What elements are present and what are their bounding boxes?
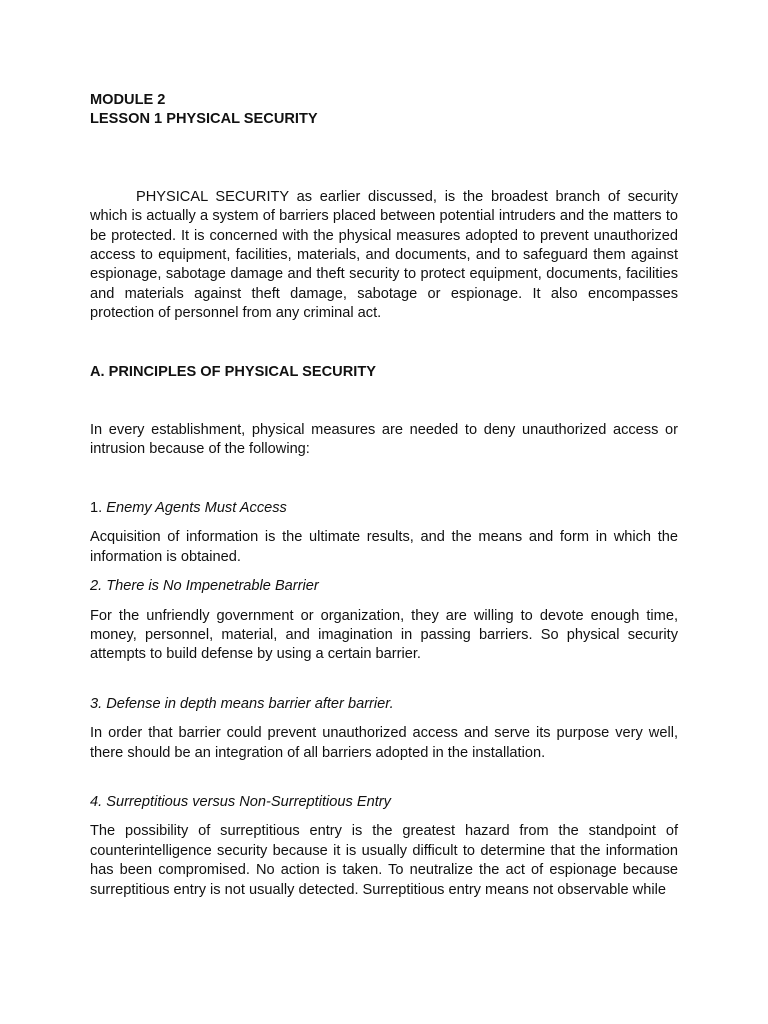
principle-2-body: For the unfriendly government or organization, they are willing to devote enough time, money, personnel, material, and imagination in passing barriers. So physical security attempts to build defense by using a certain barrier. bbox=[90, 607, 678, 663]
lesson-heading: LESSON 1 PHYSICAL SECURITY bbox=[90, 111, 318, 128]
principle-2-title: 2. There is No Impenetrable Barrier bbox=[90, 578, 319, 595]
principle-4-body: The possibility of surreptitious entry is the greatest hazard from the standpoint of counterintelligence security because it is usually difficult to determine that the information has been compromised. No action is taken. To neutralize the act of espionage because surreptitious entry is not usually detected. Surreptitious entry means not observable while bbox=[90, 823, 678, 898]
principle-3-body: In order that barrier could prevent unauthorized access and serve its purpose very well, there should be an integration of all barriers adopted in the installation. bbox=[90, 725, 678, 761]
principle-1-body: Acquisition of information is the ultimate results, and the means and form in which the information is obtained. bbox=[90, 529, 678, 565]
module-heading: MODULE 2 bbox=[90, 92, 166, 108]
principle-1-title bbox=[90, 499, 678, 518]
principle-1-number: 1. bbox=[90, 499, 103, 516]
section-a-lead: In every establishment, physical measures are needed to deny unauthorized access or intrusion because of the following: bbox=[90, 422, 678, 458]
principle-4-title: 4. Surreptitious versus Non-Surreptitious Entry bbox=[90, 793, 391, 810]
principle-3-title: 3. Defense in depth means barrier after barrier. bbox=[90, 695, 394, 712]
intro-paragraph: PHYSICAL SECURITY as earlier discussed, is the broadest branch of security which is actually a system of barriers placed between potential intruders and the matters to be protected. It is concerned with the physical measures adopted to prevent unauthorized access to equipment, facilities, materials, and documents, and to safeguard them against espionage, sabotage damage and theft security to protect equipment, documents, facilities and materials against theft damage, sabotage or espionage. It also encompasses protection of personnel from any criminal act. bbox=[90, 188, 678, 322]
document-page bbox=[90, 91, 678, 900]
principle-1-title-text: Enemy Agents Must Access bbox=[106, 499, 287, 516]
section-a-heading: A. PRINCIPLES OF PHYSICAL SECURITY bbox=[90, 363, 376, 380]
